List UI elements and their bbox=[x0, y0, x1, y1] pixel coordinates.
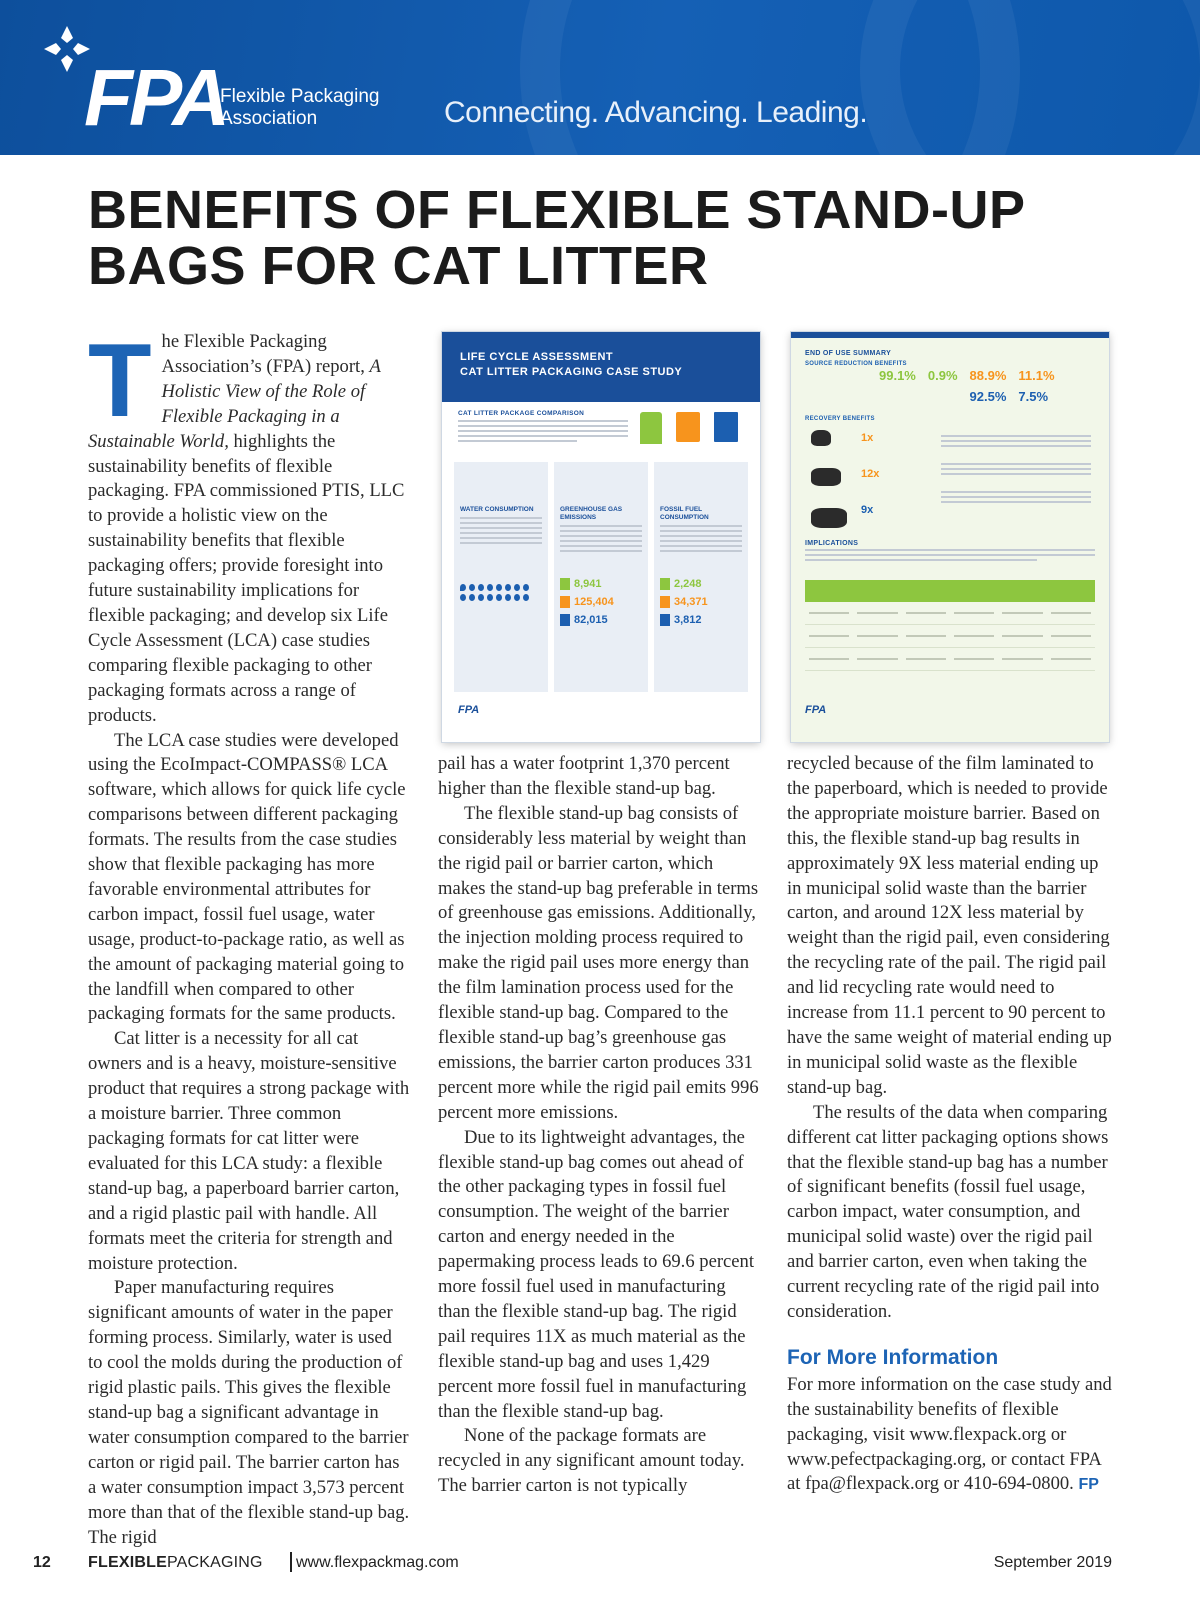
infographic-lca-case-study bbox=[442, 332, 760, 742]
paragraph: The LCA case studies were developed using the EcoImpact-COMPASS® LCA software, which allows for quick life cycle comparisons between different packaging formats. The results from the case studies show that flexible packaging has more favorable environmental attributes for carbon impact, fossil fuel usage, water usage, product-to-package ratio, as well as the amount of packaging material going to the landfill when compared to other packaging formats for the same products. bbox=[88, 729, 406, 1025]
paragraph: Due to its lightweight advantages, the flexible stand-up bag comes out ahead of the other packaging types in fossil fuel consumption. The weight of the barrier carton and energy needed in the papermaking process leads to 69.6 percent more fossil fuel used in manufacturing than the flexible stand-up bag. The rigid pail requires 11X as much material as the flexible stand-up bag and uses 1,429 percent more fossil fuel in manufacturing than the flexible stand-up bag. bbox=[438, 1126, 754, 1422]
pct-value: 99.1% bbox=[879, 368, 916, 383]
text-run: highlights the sustainability benefits of flexible packaging. FPA commissioned PTIS, LLC to provide a holistic view on the sustainability benefits that flexible packaging offers; provide foresight into future sustainability implications for flexible packaging; and develop six Life Cycle Assessment (LCA) case studies comparing flexible packaging to other packaging formats across a range of products. bbox=[88, 430, 405, 726]
multiplier-value: 1x bbox=[861, 432, 874, 444]
paragraph: None of the package formats are recycled in any significant amount today. The barrier carton is not typically bbox=[438, 1425, 745, 1497]
table-row bbox=[805, 625, 1095, 648]
column-heading: WATER CONSUMPTION bbox=[460, 506, 534, 513]
table-header-row bbox=[805, 580, 1095, 602]
trash-bag-icon bbox=[811, 508, 847, 528]
pct-value: 88.9% bbox=[969, 368, 1007, 383]
recovery-text-lines bbox=[941, 432, 1091, 506]
trash-bag-icon bbox=[811, 468, 841, 486]
text-run: he Flexible Packaging Association’s (FPA) report, bbox=[161, 331, 365, 377]
pct-value: 92.5% bbox=[969, 389, 1007, 404]
paragraph: The results of the data when comparing different cat litter packaging options shows that the flexible stand-up bag has a number of significant benefits (fossil fuel usage, carbon impact, water consumption, and municipal solid waste) over the rigid pail and barrier carton, even when taking the current recycling rate of the rigid pail into consideration. bbox=[787, 1101, 1109, 1322]
infographic-logo: FPA bbox=[805, 704, 827, 716]
infographic-section-title: CAT LITTER PACKAGE COMPARISON bbox=[458, 410, 585, 417]
package-icons bbox=[640, 412, 738, 444]
source-reduction-figures bbox=[879, 368, 1055, 404]
infographic-columns bbox=[454, 462, 748, 692]
fossil-value-carton: 3,812 bbox=[674, 614, 702, 626]
fossil-value-bag: 2,248 bbox=[674, 578, 702, 590]
trash-bag-icon bbox=[811, 430, 831, 446]
association-name: Flexible Packaging Association bbox=[220, 86, 380, 129]
multiplier-value: 9x bbox=[861, 504, 874, 516]
barrier-carton-icon bbox=[714, 412, 738, 442]
waste-bag-icons bbox=[811, 430, 847, 528]
fossil-fuel-column bbox=[654, 462, 748, 692]
infographic-top-rule bbox=[791, 332, 1109, 338]
magazine-name-bold: FLEXIBLE bbox=[88, 1554, 167, 1571]
multiplier-value: 12x bbox=[861, 468, 880, 480]
column-heading: FOSSIL FUEL CONSUMPTION bbox=[660, 506, 709, 521]
table-row bbox=[805, 602, 1095, 625]
footer-divider bbox=[290, 1552, 292, 1572]
infographic-title: LIFE CYCLE ASSESSMENT bbox=[460, 351, 614, 363]
column-2 bbox=[438, 752, 760, 1499]
infographic-subheading: SOURCE REDUCTION BENEFITS bbox=[805, 361, 907, 367]
rigid-pail-icon bbox=[676, 412, 700, 442]
ghg-value-carton: 82,015 bbox=[574, 614, 608, 626]
fossil-value-pail: 34,371 bbox=[674, 596, 708, 608]
column-1 bbox=[88, 323, 410, 1550]
magazine-name bbox=[88, 1554, 263, 1572]
recovery-multipliers bbox=[861, 432, 879, 516]
logo-wordmark: FPA bbox=[84, 53, 227, 142]
column-3 bbox=[787, 752, 1117, 1498]
paragraph: Paper manufacturing requires significant amounts of water in the paper forming process. Similarly, water is used to cool the molds during the production of rigid plastic pails. This gives the flexible stand-up bag a significant advantage in water consumption compared to the barrier carton or rigid pail. The barrier carton has a water consumption impact 3,573 percent more than that of the flexible stand-up bag. The rigid bbox=[88, 1277, 410, 1548]
infographic-heading: IMPLICATIONS bbox=[805, 540, 859, 547]
infographic-subheading: RECOVERY BENEFITS bbox=[805, 416, 875, 422]
pct-value: 7.5% bbox=[1018, 389, 1049, 404]
header-banner bbox=[0, 0, 1200, 155]
drop-cap: T bbox=[88, 323, 152, 439]
implications-table bbox=[805, 580, 1095, 671]
text-run: For more information on the case study and the sustainability benefits of flexible packaging, visit www.flexpack.org or www.pefectpackaging.org, or contact FPA at fpa@flexpack.org or 410-694-0800. bbox=[787, 1373, 1112, 1495]
paragraph: recycled because of the film laminated to the paperboard, which is needed to provide the appropriate moisture barrier. Based on this, the flexible stand-up bag results in approximately 9X less material ending up in municipal solid waste than the barrier carton, and around 12X less material by weight than the rigid pail, even considering the recycling rate of the pail. The rigid pail and lid recycling rate would need to increase from 11.1 percent to 90 percent to have the same weight of material ending up in municipal solid waste as the flexible stand-up bag. bbox=[787, 753, 1112, 1098]
article-title: BENEFITS OF FLEXIBLE STAND-UP BAGS FOR CAT LITTER bbox=[88, 180, 1025, 296]
issue-date: September 2019 bbox=[993, 1554, 1112, 1571]
tagline: Connecting. Advancing. Leading. bbox=[444, 96, 868, 129]
infographic-subtitle: CAT LITTER PACKAGING CASE STUDY bbox=[460, 366, 683, 378]
infographic-heading: END OF USE SUMMARY bbox=[805, 350, 892, 357]
column-heading: GREENHOUSE GAS EMISSIONS bbox=[560, 506, 623, 521]
infographic-text-lines bbox=[458, 420, 628, 442]
ghg-value-pail: 125,404 bbox=[574, 596, 614, 608]
banner-decoration bbox=[860, 0, 1200, 155]
infographic-header bbox=[442, 332, 760, 402]
stand-up-bag-icon bbox=[640, 412, 662, 444]
paragraph bbox=[787, 1373, 1117, 1499]
implications-text-lines bbox=[805, 546, 1095, 564]
ghg-column bbox=[554, 462, 648, 692]
paragraph bbox=[88, 323, 410, 729]
end-mark: FP bbox=[1078, 1476, 1099, 1494]
ghg-value-bag: 8,941 bbox=[574, 578, 602, 590]
report-title: A Holistic View of the Role of Flexible Packaging in a Sustainable World, bbox=[88, 355, 381, 452]
pct-value: 0.9% bbox=[927, 368, 958, 383]
pct-value: 11.1% bbox=[1018, 368, 1055, 383]
website-link[interactable]: www.flexpackmag.com bbox=[296, 1554, 459, 1571]
paragraph: Cat litter is a necessity for all cat owners and is a heavy, moisture-sensitive product that requires a strong package with a moisture barrier. Three common packaging formats for cat litter were evaluated for this LCA study: a flexible stand-up bag, a paperboard barrier carton, and a rigid plastic pail with handle. All formats meet the criteria for strength and moisture protection. bbox=[88, 1028, 410, 1274]
infographic-end-of-use bbox=[791, 332, 1109, 742]
table-row bbox=[805, 648, 1095, 671]
water-drops-icon bbox=[460, 584, 542, 601]
magazine-name-rest: PACKAGING bbox=[166, 1554, 263, 1571]
paragraph: pail has a water footprint 1,370 percent higher than the flexible stand-up bag. bbox=[438, 753, 730, 799]
section-heading: For More Information bbox=[787, 1345, 999, 1369]
paragraph: The flexible stand-up bag consists of considerably less material by weight than the rigid pail or barrier carton, which makes the stand-up bag preferable in terms of greenhouse gas emissions. Additionally, the injection molding process required to make the rigid pail uses more energy than the film lamination process used for the flexible stand-up bag. Compared to the flexible stand-up bag’s greenhouse gas emissions, the barrier carton produces 331 percent more while the rigid pail emits 996 percent more emissions. bbox=[438, 802, 759, 1123]
water-column bbox=[454, 462, 548, 692]
page-footer bbox=[0, 1554, 1200, 1584]
infographic-logo: FPA bbox=[458, 704, 480, 716]
page-number: 12 bbox=[33, 1554, 51, 1571]
